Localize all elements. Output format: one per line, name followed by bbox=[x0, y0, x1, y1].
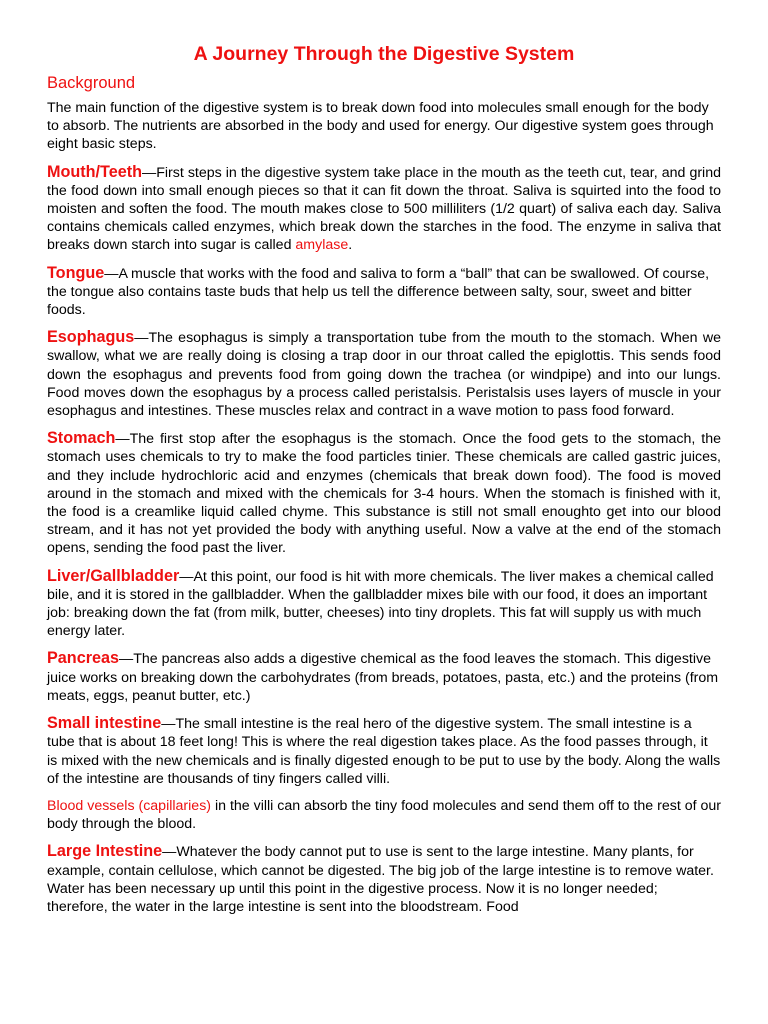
background-heading: Background bbox=[47, 74, 136, 92]
pancreas-text: —The pancreas also adds a digestive chemical as the food leaves the stomach. This digestive juice works on breaking down the carbohydrates (from breads, potatoes, pasta, etc.) and the proteins (from meats, eggs, peanut butter, etc.) bbox=[47, 651, 719, 704]
pancreas-paragraph bbox=[47, 649, 721, 705]
blood-vessels-paragraph bbox=[47, 797, 721, 833]
document-content bbox=[47, 43, 721, 925]
blood-vessels-text: in the villi can absorb the tiny food molecules and send them off to the rest of our body through the blood. bbox=[47, 797, 722, 833]
esophagus-term: Esophagus bbox=[47, 328, 135, 347]
tongue-paragraph bbox=[47, 264, 721, 320]
large-intestine-paragraph bbox=[47, 842, 721, 916]
tongue-term: Tongue bbox=[47, 263, 105, 282]
liver-paragraph bbox=[47, 567, 721, 641]
small-intestine-text: —The small intestine is the real hero of the digestive system. The small intestine is a tube that is about 18 feet long! This is where the real digestion takes place. As the food passes through, it is mixed with the new chemicals and is finally digested enough to be put to use by the body. Along the walls of the intestine are thousands of tiny fingers called villi. bbox=[47, 716, 721, 787]
small-intestine-paragraph bbox=[47, 714, 721, 788]
esophagus-paragraph bbox=[47, 328, 721, 420]
large-intestine-text: —Whatever the body cannot put to use is sent to the large intestine. Many plants, for example, contain cellulose, which cannot be digested. The big job of the large intestine is to remove water. Water has been necessary up until this point in the digestive process. Now it is no longer needed; therefore, the water in the large intestine is sent into the bloodstream. Food bbox=[47, 844, 714, 915]
large-intestine-term: Large Intestine bbox=[47, 842, 163, 861]
stomach-text: —The first stop after the esophagus is the stomach. Once the food gets to the stomach, the stomach uses chemicals to try to make the food particles tinier. These chemicals are called gastric juices, and they include hydrochloric acid and enzymes (chemicals that break down food). The food is moved around in the stomach and mixed with the chemicals for 3-4 hours. When the stomach is finished with it, the food is a creamlike liquid called chyme. This substance is still not small enoughto get into our blood stream, and it has not yet provided the body with anything useful. Now a valve at the end of the stomach opens, sending the food past the liver. bbox=[47, 431, 721, 557]
blood-vessels-highlight: Blood vessels (capillaries) bbox=[47, 797, 212, 814]
mouth-end: . bbox=[348, 237, 353, 254]
liver-text: —At this point, our food is hit with more chemicals. The liver makes a chemical called bile, and it is stored in the gallbladder. When the gallbladder mixes bile with our food, it does an important job: breaking down the fat (from milk, butter, cheeses) into tiny droplets. This fat will supply us with much energy later. bbox=[47, 568, 714, 640]
mouth-term: Mouth/Teeth bbox=[47, 162, 143, 181]
mouth-paragraph bbox=[47, 163, 721, 255]
small-intestine-term: Small intestine bbox=[47, 714, 162, 733]
mouth-text: —First steps in the digestive system take place in the mouth as the teeth cut, tear, and grind the food down into small enough pieces so that it can fit down the throat. Saliva is squirted into the food to moisten and soften the food. The mouth makes close to 500 milliliters (1/2 quart) of saliva each day. Saliva contains chemicals called enzymes, which break down the starches in the food. The enzyme in saliva that breaks down starch into sugar is called bbox=[47, 164, 721, 254]
background-paragraph: The main function of the digestive system is to break down food into molecules small enough for the body to absorb. The nutrients are absorbed in the body and used for energy. Our digestive system goes through eight basic steps. bbox=[47, 100, 714, 153]
stomach-term: Stomach bbox=[47, 429, 116, 448]
esophagus-text: —The esophagus is simply a transportation tube from the mouth to the stomach. When we swallow, what we are really doing is closing a trap door in our throat called the epiglottis. This sends food down the esophagus and prevents food from going down the trachea (or windpipe) and into our lungs. Food moves down the esophagus by a process called peristalsis. Peristalsis uses layers of muscle in your esophagus and intestines. These muscles relax and contract in a wave motion to pass food forward. bbox=[47, 330, 721, 420]
pancreas-term: Pancreas bbox=[47, 649, 119, 668]
stomach-paragraph bbox=[47, 429, 721, 557]
tongue-text: —A muscle that works with the food and saliva to form a “ball” that can be swallowed. Of course, the tongue also contains taste buds that help us tell the difference between salty, sour, sweet and bitter foods. bbox=[47, 265, 710, 319]
liver-term: Liver/Gallbladder bbox=[47, 566, 180, 585]
document-title: A Journey Through the Digestive System bbox=[193, 43, 575, 65]
amylase-highlight: amylase bbox=[295, 237, 349, 254]
